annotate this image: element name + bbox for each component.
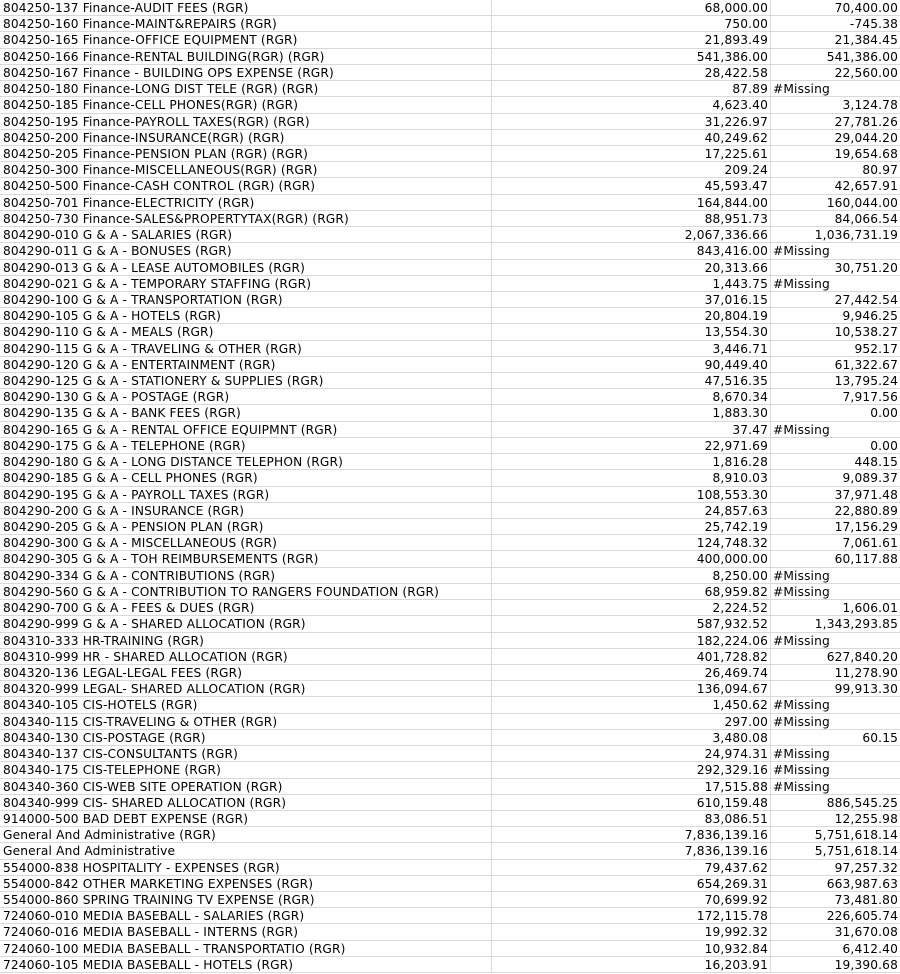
value-cell-col2[interactable]: 886,545.25	[826, 795, 898, 810]
value-cell-col2[interactable]: 21,384.45	[834, 33, 898, 48]
value-cell-col1[interactable]: 83,086.51	[492, 811, 771, 826]
value-cell-col1[interactable]: 13,554.30	[492, 324, 771, 339]
table-row	[0, 373, 900, 389]
value-cell-col2[interactable]: 0.00	[870, 438, 898, 453]
value-cell-col1[interactable]: 17,515.88	[492, 779, 771, 794]
value-cell-col2[interactable]: 99,913.30	[834, 682, 898, 697]
value-cell-col2[interactable]: 70,400.00	[834, 1, 898, 15]
table-row	[0, 924, 900, 940]
value-cell-col2[interactable]: #Missing	[773, 763, 830, 778]
value-cell-col1[interactable]: 16,203.91	[492, 957, 771, 972]
value-cell-col2[interactable]: 226,605.74	[826, 909, 898, 924]
table-row	[0, 16, 900, 32]
value-cell-col1[interactable]: 1,450.62	[492, 697, 771, 712]
value-cell-col2[interactable]: 160,044.00	[826, 195, 898, 210]
value-cell-col2[interactable]: #Missing	[773, 82, 830, 97]
value-cell-col2[interactable]: 1,036,731.19	[814, 228, 898, 243]
value-cell-col1[interactable]: 541,386.00	[492, 49, 771, 64]
account-label-cell[interactable]: 804250-167 Finance - BUILDING OPS EXPENSE (RGR)	[0, 65, 492, 80]
value-cell-col2[interactable]: 30,751.20	[834, 260, 898, 275]
table-row	[0, 162, 900, 178]
table-row	[0, 535, 900, 551]
value-cell-col2[interactable]: 0.00	[870, 406, 898, 421]
table-row	[0, 438, 900, 454]
value-cell-col1[interactable]: 24,974.31	[492, 746, 771, 761]
table-row	[0, 746, 900, 762]
value-cell-col2[interactable]: 7,917.56	[842, 390, 898, 405]
table-row	[0, 665, 900, 681]
value-cell-col1[interactable]: 40,249.62	[492, 130, 771, 145]
account-label-cell[interactable]: 804290-205 G & A - PENSION PLAN (RGR)	[0, 519, 492, 534]
value-cell-col2[interactable]: #Missing	[773, 422, 830, 437]
value-cell-col2[interactable]: #Missing	[773, 747, 830, 762]
table-row	[0, 405, 900, 421]
value-cell-col1[interactable]: 1,883.30	[492, 405, 771, 420]
account-label-cell[interactable]: 804250-195 Finance-PAYROLL TAXES(RGR) (RGR)	[0, 114, 492, 129]
table-row	[0, 260, 900, 276]
value-cell-col1[interactable]: 22,971.69	[492, 438, 771, 453]
account-label-cell[interactable]: 804290-010 G & A - SALARIES (RGR)	[0, 227, 492, 242]
table-row	[0, 503, 900, 519]
value-cell-col1[interactable]: 47,516.35	[492, 373, 771, 388]
value-cell-col1[interactable]: 136,094.67	[492, 681, 771, 696]
value-cell-col1[interactable]: 45,593.47	[492, 178, 771, 193]
value-cell-col2[interactable]: 7,061.61	[842, 536, 898, 551]
account-label-cell[interactable]: 804290-011 G & A - BONUSES (RGR)	[0, 243, 492, 258]
table-row	[0, 649, 900, 665]
account-label-cell[interactable]: 724060-105 MEDIA BASEBALL - HOTELS (RGR)	[0, 957, 492, 972]
account-label-cell[interactable]: 554000-842 OTHER MARKETING EXPENSES (RGR)	[0, 876, 492, 891]
account-label-cell[interactable]: 804250-701 Finance-ELECTRICITY (RGR)	[0, 195, 492, 210]
value-cell-col2[interactable]: 627,840.20	[826, 649, 898, 664]
value-cell-col2[interactable]: 42,657.91	[834, 179, 898, 194]
value-cell-col2[interactable]: #Missing	[773, 714, 830, 729]
value-cell-col2[interactable]: 5,751,618.14	[814, 828, 898, 843]
table-row	[0, 324, 900, 340]
table-row	[0, 957, 900, 973]
value-cell-col1[interactable]: 1,443.75	[492, 276, 771, 291]
table-row	[0, 195, 900, 211]
value-cell-col2[interactable]: 97,257.32	[834, 860, 898, 875]
table-row	[0, 730, 900, 746]
value-cell-col2[interactable]: 19,390.68	[834, 957, 898, 972]
value-cell-col1[interactable]: 843,416.00	[492, 243, 771, 258]
table-row	[0, 681, 900, 697]
value-cell-col2[interactable]: 22,880.89	[834, 503, 898, 518]
account-label-cell[interactable]: 804290-165 G & A - RENTAL OFFICE EQUIPMNT (RGR)	[0, 422, 492, 437]
table-row	[0, 860, 900, 876]
value-cell-col2[interactable]: 80.97	[862, 163, 898, 178]
value-cell-col2[interactable]: 448.15	[854, 455, 898, 470]
value-cell-col2[interactable]: 29,044.20	[834, 130, 898, 145]
account-label-cell[interactable]: 804290-115 G & A - TRAVELING & OTHER (RGR)	[0, 341, 492, 356]
value-cell-col1[interactable]: 20,804.19	[492, 308, 771, 323]
table-row	[0, 357, 900, 373]
account-label-cell[interactable]: 804340-105 CIS-HOTELS (RGR)	[0, 697, 492, 712]
value-cell-col2[interactable]: 3,124.78	[842, 98, 898, 113]
table-row	[0, 584, 900, 600]
table-row	[0, 470, 900, 486]
value-cell-col1[interactable]: 3,480.08	[492, 730, 771, 745]
account-label-cell[interactable]: 804250-300 Finance-MISCELLANEOUS(RGR) (RGR)	[0, 162, 492, 177]
value-cell-col2[interactable]: 1,343,293.85	[814, 617, 898, 632]
value-cell-col2[interactable]: 19,654.68	[834, 146, 898, 161]
value-cell-col2[interactable]: 12,255.98	[834, 811, 898, 826]
table-row	[0, 292, 900, 308]
table-row	[0, 178, 900, 194]
table-row	[0, 243, 900, 259]
value-cell-col1[interactable]: 8,250.00	[492, 568, 771, 583]
value-cell-col1[interactable]: 37.47	[492, 422, 771, 437]
table-row	[0, 81, 900, 97]
account-label-cell[interactable]: 804290-100 G & A - TRANSPORTATION (RGR)	[0, 292, 492, 307]
table-row	[0, 697, 900, 713]
account-label-cell[interactable]: 804290-305 G & A - TOH REIMBURSEMENTS (RGR)	[0, 551, 492, 566]
account-label-cell[interactable]: 804340-130 CIS-POSTAGE (RGR)	[0, 730, 492, 745]
value-cell-col1[interactable]: 3,446.71	[492, 341, 771, 356]
table-row	[0, 276, 900, 292]
table-row	[0, 308, 900, 324]
value-cell-col1[interactable]: 79,437.62	[492, 860, 771, 875]
value-cell-col1[interactable]: 10,932.84	[492, 941, 771, 956]
account-label-cell[interactable]: 804340-175 CIS-TELEPHONE (RGR)	[0, 762, 492, 777]
value-cell-col2[interactable]: #Missing	[773, 779, 830, 794]
value-cell-col2[interactable]: #Missing	[773, 698, 830, 713]
value-cell-col1[interactable]: 610,159.48	[492, 795, 771, 810]
value-cell-col1[interactable]: 108,553.30	[492, 487, 771, 502]
value-cell-col2[interactable]: 9,089.37	[842, 471, 898, 486]
table-row	[0, 341, 900, 357]
account-label-cell[interactable]: 804290-105 G & A - HOTELS (RGR)	[0, 308, 492, 323]
table-row	[0, 892, 900, 908]
table-row	[0, 422, 900, 438]
value-cell-col1[interactable]: 20,313.66	[492, 260, 771, 275]
table-row	[0, 827, 900, 843]
account-label-cell[interactable]: 804290-999 G & A - SHARED ALLOCATION (RGR)	[0, 616, 492, 631]
account-label-cell[interactable]: 914000-500 BAD DEBT EXPENSE (RGR)	[0, 811, 492, 826]
table-row	[0, 130, 900, 146]
table-row	[0, 633, 900, 649]
value-cell-col2[interactable]: #Missing	[773, 244, 830, 259]
table-row	[0, 519, 900, 535]
table-row	[0, 762, 900, 778]
value-cell-col2[interactable]: 5,751,618.14	[814, 844, 898, 859]
account-label-cell[interactable]: 804340-115 CIS-TRAVELING & OTHER (RGR)	[0, 714, 492, 729]
value-cell-col2[interactable]: 60.15	[862, 730, 898, 745]
account-label-cell[interactable]: 724060-016 MEDIA BASEBALL - INTERNS (RGR)	[0, 924, 492, 939]
table-row	[0, 908, 900, 924]
table-row	[0, 551, 900, 567]
value-cell-col2[interactable]: 1,606.01	[842, 601, 898, 616]
account-label-cell[interactable]: 804290-125 G & A - STATIONERY & SUPPLIES (RGR)	[0, 373, 492, 388]
table-row	[0, 146, 900, 162]
table-row	[0, 389, 900, 405]
account-label-cell[interactable]: 804290-120 G & A - ENTERTAINMENT (RGR)	[0, 357, 492, 372]
account-label-cell[interactable]: 804250-165 Finance-OFFICE EQUIPMENT (RGR)	[0, 32, 492, 47]
table-row	[0, 811, 900, 827]
account-label-cell[interactable]: 804290-334 G & A - CONTRIBUTIONS (RGR)	[0, 568, 492, 583]
value-cell-col2[interactable]: 60,117.88	[834, 552, 898, 567]
value-cell-col1[interactable]: 401,728.82	[492, 649, 771, 664]
value-cell-col1[interactable]: 7,836,139.16	[492, 827, 771, 842]
account-label-cell[interactable]: 724060-010 MEDIA BASEBALL - SALARIES (RGR)	[0, 908, 492, 923]
value-cell-col2[interactable]: 27,781.26	[834, 114, 898, 129]
account-label-cell[interactable]: 554000-838 HOSPITALITY - EXPENSES (RGR)	[0, 860, 492, 875]
value-cell-col1[interactable]: 1,816.28	[492, 454, 771, 469]
value-cell-col1[interactable]: 37,016.15	[492, 292, 771, 307]
value-cell-col1[interactable]: 68,000.00	[492, 0, 771, 15]
value-cell-col1[interactable]: 209.24	[492, 162, 771, 177]
value-cell-col2[interactable]: 10,538.27	[834, 325, 898, 340]
value-cell-col1[interactable]: 182,224.06	[492, 633, 771, 648]
value-cell-col2[interactable]: 31,670.08	[834, 925, 898, 940]
table-row	[0, 32, 900, 48]
table-row	[0, 454, 900, 470]
account-label-cell[interactable]: 804290-175 G & A - TELEPHONE (RGR)	[0, 438, 492, 453]
value-cell-col2[interactable]: #Missing	[773, 568, 830, 583]
value-cell-col2[interactable]: 61,322.67	[834, 357, 898, 372]
table-row	[0, 97, 900, 113]
table-row	[0, 843, 900, 859]
table-row	[0, 876, 900, 892]
table-row	[0, 65, 900, 81]
value-cell-col1[interactable]: 400,000.00	[492, 551, 771, 566]
value-cell-col1[interactable]: 21,893.49	[492, 32, 771, 47]
value-cell-col2[interactable]: #Missing	[773, 633, 830, 648]
account-label-cell[interactable]: 804290-200 G & A - INSURANCE (RGR)	[0, 503, 492, 518]
account-label-cell[interactable]: 804340-137 CIS-CONSULTANTS (RGR)	[0, 746, 492, 761]
value-cell-col1[interactable]: 7,836,139.16	[492, 843, 771, 858]
account-label-cell[interactable]: 804290-700 G & A - FEES & DUES (RGR)	[0, 600, 492, 615]
account-label-cell[interactable]: 804290-180 G & A - LONG DISTANCE TELEPHON (RGR)	[0, 454, 492, 469]
account-label-cell[interactable]: 804320-136 LEGAL-LEGAL FEES (RGR)	[0, 665, 492, 680]
value-cell-col1[interactable]: 8,670.34	[492, 389, 771, 404]
value-cell-col1[interactable]: 19,992.32	[492, 924, 771, 939]
account-label-cell[interactable]: 804310-999 HR - SHARED ALLOCATION (RGR)	[0, 649, 492, 664]
table-row	[0, 568, 900, 584]
value-cell-col1[interactable]: 25,742.19	[492, 519, 771, 534]
value-cell-col2[interactable]: 11,278.90	[834, 665, 898, 680]
value-cell-col1[interactable]: 17,225.61	[492, 146, 771, 161]
account-label-cell[interactable]: 804310-333 HR-TRAINING (RGR)	[0, 633, 492, 648]
account-label-cell[interactable]: 804250-730 Finance-SALES&PROPERTYTAX(RGR) (RGR)	[0, 211, 492, 226]
value-cell-col1[interactable]: 2,224.52	[492, 600, 771, 615]
table-row	[0, 114, 900, 130]
account-label-cell[interactable]: General And Administrative	[0, 843, 492, 858]
value-cell-col1[interactable]: 2,067,336.66	[492, 227, 771, 242]
value-cell-col1[interactable]: 87.89	[492, 81, 771, 96]
value-cell-col1[interactable]: 750.00	[492, 16, 771, 31]
table-row	[0, 0, 900, 16]
value-cell-col2[interactable]: #Missing	[773, 584, 830, 599]
account-label-cell[interactable]: 804290-135 G & A - BANK FEES (RGR)	[0, 405, 492, 420]
value-cell-col1[interactable]: 26,469.74	[492, 665, 771, 680]
account-label-cell[interactable]: 804250-185 Finance-CELL PHONES(RGR) (RGR)	[0, 97, 492, 112]
table-row	[0, 227, 900, 243]
account-label-cell[interactable]: 804290-021 G & A - TEMPORARY STAFFING (RGR)	[0, 276, 492, 291]
value-cell-col1[interactable]: 124,748.32	[492, 535, 771, 550]
table-row	[0, 714, 900, 730]
table-row	[0, 487, 900, 503]
table-row	[0, 616, 900, 632]
account-label-cell[interactable]: 804250-160 Finance-MAINT&REPAIRS (RGR)	[0, 16, 492, 31]
value-cell-col1[interactable]: 28,422.58	[492, 65, 771, 80]
account-label-cell[interactable]: 804290-130 G & A - POSTAGE (RGR)	[0, 389, 492, 404]
value-cell-col2[interactable]: 663,987.63	[826, 876, 898, 891]
value-cell-col1[interactable]: 654,269.31	[492, 876, 771, 891]
value-cell-col1[interactable]: 172,115.78	[492, 908, 771, 923]
value-cell-col2[interactable]: 84,066.54	[834, 211, 898, 226]
value-cell-col1[interactable]: 297.00	[492, 714, 771, 729]
table-row	[0, 49, 900, 65]
table-row	[0, 795, 900, 811]
table-row	[0, 941, 900, 957]
account-label-cell[interactable]: 804290-300 G & A - MISCELLANEOUS (RGR)	[0, 535, 492, 550]
table-row	[0, 211, 900, 227]
value-cell-col1[interactable]: 8,910.03	[492, 470, 771, 485]
account-label-cell[interactable]: 724060-100 MEDIA BASEBALL - TRANSPORTATIO (RGR)	[0, 941, 492, 956]
value-cell-col2[interactable]: 9,946.25	[842, 309, 898, 324]
value-cell-col1[interactable]: 68,959.82	[492, 584, 771, 599]
account-label-cell[interactable]: 804250-137 Finance-AUDIT FEES (RGR)	[0, 0, 492, 15]
value-cell-col2[interactable]: 17,156.29	[834, 520, 898, 534]
account-label-cell[interactable]: 554000-860 SPRING TRAINING TV EXPENSE (RGR)	[0, 892, 492, 907]
value-cell-col1[interactable]: 587,932.52	[492, 616, 771, 631]
table-row	[0, 779, 900, 795]
account-label-cell[interactable]: 804290-560 G & A - CONTRIBUTION TO RANGERS FOUNDATION (RGR)	[0, 584, 492, 599]
value-cell-col2[interactable]: -745.38	[849, 17, 898, 32]
value-cell-col2[interactable]: #Missing	[773, 276, 830, 291]
value-cell-col2[interactable]: 22,560.00	[834, 65, 898, 80]
account-label-cell[interactable]: 804250-205 Finance-PENSION PLAN (RGR) (RGR)	[0, 146, 492, 161]
account-label-cell[interactable]: 804290-185 G & A - CELL PHONES (RGR)	[0, 470, 492, 485]
account-label-cell[interactable]: 804320-999 LEGAL- SHARED ALLOCATION (RGR)	[0, 681, 492, 696]
account-label-cell[interactable]: 804340-999 CIS- SHARED ALLOCATION (RGR)	[0, 795, 492, 810]
value-cell-col2[interactable]: 952.17	[854, 341, 898, 356]
value-cell-col2[interactable]: 27,442.54	[834, 292, 898, 307]
value-cell-col2[interactable]: 37,971.48	[834, 487, 898, 502]
value-cell-col2[interactable]: 13,795.24	[834, 374, 898, 389]
account-label-cell[interactable]: 804250-200 Finance-INSURANCE(RGR) (RGR)	[0, 130, 492, 145]
account-label-cell[interactable]: General And Administrative (RGR)	[0, 827, 492, 842]
value-cell-col2[interactable]: 541,386.00	[826, 49, 898, 64]
account-label-cell[interactable]: 804290-013 G & A - LEASE AUTOMOBILES (RGR)	[0, 260, 492, 275]
value-cell-col1[interactable]: 88,951.73	[492, 211, 771, 226]
value-cell-col1[interactable]: 31,226.97	[492, 114, 771, 129]
value-cell-col1[interactable]: 164,844.00	[492, 195, 771, 210]
account-label-cell[interactable]: 804250-180 Finance-LONG DIST TELE (RGR) (RGR)	[0, 81, 492, 96]
account-label-cell[interactable]: 804250-166 Finance-RENTAL BUILDING(RGR) (RGR)	[0, 49, 492, 64]
account-label-cell[interactable]: 804290-195 G & A - PAYROLL TAXES (RGR)	[0, 487, 492, 502]
account-label-cell[interactable]: 804290-110 G & A - MEALS (RGR)	[0, 324, 492, 339]
value-cell-col1[interactable]: 90,449.40	[492, 357, 771, 372]
value-cell-col1[interactable]: 4,623.40	[492, 97, 771, 112]
value-cell-col1[interactable]: 70,699.92	[492, 892, 771, 907]
table-row	[0, 600, 900, 616]
value-cell-col1[interactable]: 24,857.63	[492, 503, 771, 518]
value-cell-col2[interactable]: 6,412.40	[842, 941, 898, 956]
account-label-cell[interactable]: 804250-500 Finance-CASH CONTROL (RGR) (RGR)	[0, 178, 492, 193]
value-cell-col2[interactable]: 73,481.80	[834, 893, 898, 908]
value-cell-col1[interactable]: 292,329.16	[492, 762, 771, 777]
account-label-cell[interactable]: 804340-360 CIS-WEB SITE OPERATION (RGR)	[0, 779, 492, 794]
